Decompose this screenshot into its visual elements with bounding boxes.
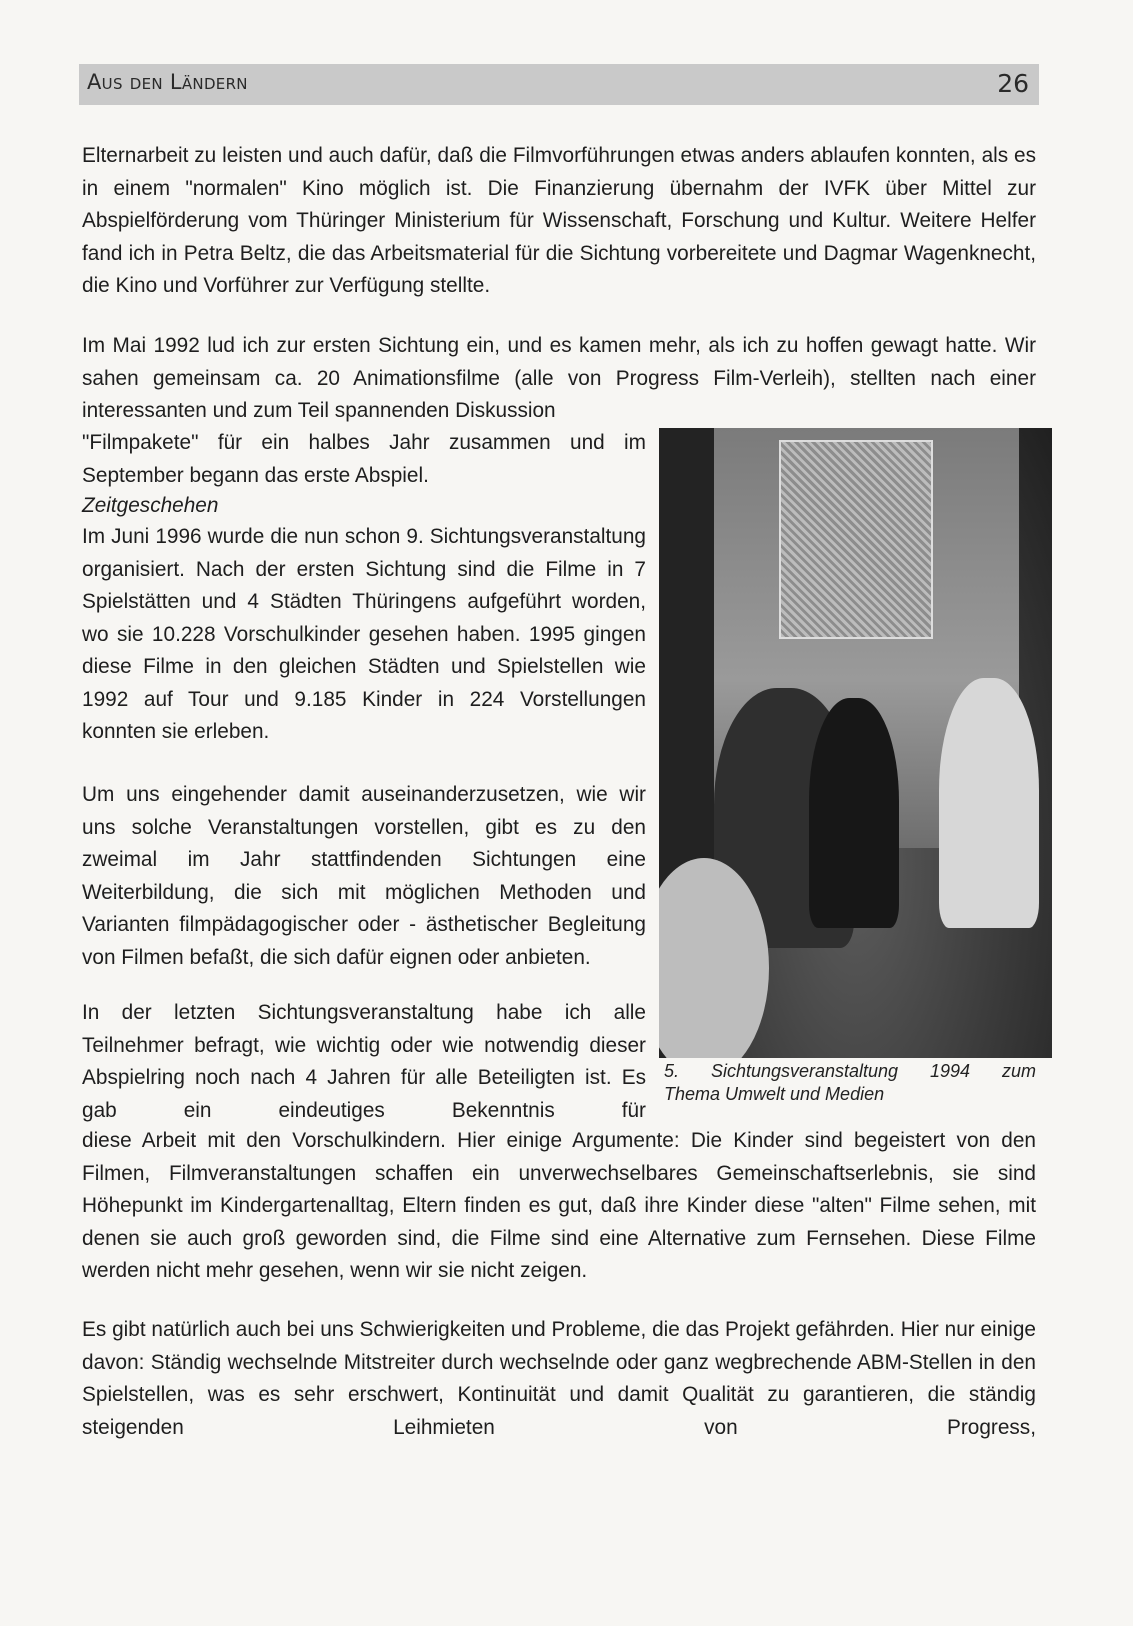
- paragraph-4: Um uns eingehender damit auseinanderzusetzen, wie wir uns solche Veranstaltungen vorstellen, gibt es zu den zweimal im Jahr stattfindenden Sichtungen eine Weiterbildung, die sich mit möglichen Methoden und Varianten filmpädagogischer oder - ästhetischer Begleitung von Filmen befaßt, die sich dafür eignen oder anbieten.: [82, 783, 646, 969]
- caption-line-1: 5. Sichtungsveranstaltung 1994 zum: [664, 1061, 1036, 1081]
- paragraph-5-continued: diese Arbeit mit den Vorschulkindern. Hier einige Argumente: Die Kinder sind begeistert von den Filmen, Filmveranstaltungen schaffen ein unverwechselbares Gemeinschaftserlebnis, sie sind Höhepunkt im Kindergartenalltag, Eltern finden es gut, daß ihre Kinder diese "alten" Filme sehen, mit denen sie auch groß geworden sind, die Filme sind eine Alternative zum Fernsehen. Diese Filme werden nicht mehr gesehen, wenn wir sie nicht zeigen.: [82, 1129, 1036, 1282]
- paragraph-3: Im Juni 1996 wurde die nun schon 9. Sichtungsveranstaltung organisiert. Nach der ersten Sichtung sind die Filme in 7 Spielstätten und 4 Städten Thüringens aufgeführt worden, wo sie 10.228 Vorschulkinder gesehen haben. 1995 gingen diese Filme in den gleichen Städten und Spielstellen wie 1992 auf Tour und 9.185 Kinder in 224 Vorstellungen konnten sie erleben.: [82, 525, 646, 743]
- photo-person-right: [939, 678, 1039, 928]
- photo-poster: [779, 440, 933, 639]
- caption-line-2: Thema Umwelt und Medien: [664, 1084, 885, 1104]
- paragraph-5-narrow: In der letzten Sichtungsveranstaltung habe ich alle Teilnehmer befragt, wie wichtig oder wie notwendig dieser Abspielring noch nach 4 Jahren für alle Beteiligten ist. Es gab ein eindeutiges Bekenntnis für: [82, 1001, 646, 1122]
- section-header-bar: [79, 64, 1039, 105]
- section-title: Aus den Ländern: [87, 70, 248, 94]
- paragraph-2-full-width: Im Mai 1992 lud ich zur ersten Sichtung ein, und es kamen mehr, als ich zu hoffen gewagt hatte. Wir sahen gemeinsam ca. 20 Animationsfilme (alle von Progress Film-Verleih), stellten nach einer interessanten und zum Teil spannenden Diskussion: [82, 334, 1036, 422]
- event-photo: [659, 428, 1052, 1058]
- paragraph-1: Elternarbeit zu leisten und auch dafür, daß die Filmvorführungen etwas anders ablaufen konnten, als es in einem "normalen" Kino möglich ist. Die Finanzierung übernahm der IVFK über Mittel zur Abspielförderung vom Thüringer Ministerium für Wissenschaft, Forschung und Kultur. Weitere Helfer fand ich in Petra Beltz, die das Arbeitsmaterial für die Sichtung vorbereitete und Dagmar Wagenknecht, die Kino und Vorführer zur Verfügung stellte.: [82, 144, 1036, 297]
- photo-person-woman: [809, 698, 899, 928]
- subheading-zeitgeschehen: Zeitgeschehen: [82, 494, 219, 517]
- paragraph-2-continued: "Filmpakete" für ein halbes Jahr zusammen und im September begann das erste Abspiel.: [82, 431, 646, 487]
- photo-caption: [664, 1060, 1036, 1106]
- page-number: 26: [997, 69, 1029, 98]
- paragraph-6: Es gibt natürlich auch bei uns Schwierigkeiten und Probleme, die das Projekt gefährden. Hier nur einige davon: Ständig wechselnde Mitstreiter durch wechselnde oder ganz wegbrechende ABM-Stellen in den Spielstellen, was es sehr erschwert, Kontinuität und damit Qualität zu garantieren, die ständig steigenden Leihmieten von Progress,: [82, 1318, 1036, 1439]
